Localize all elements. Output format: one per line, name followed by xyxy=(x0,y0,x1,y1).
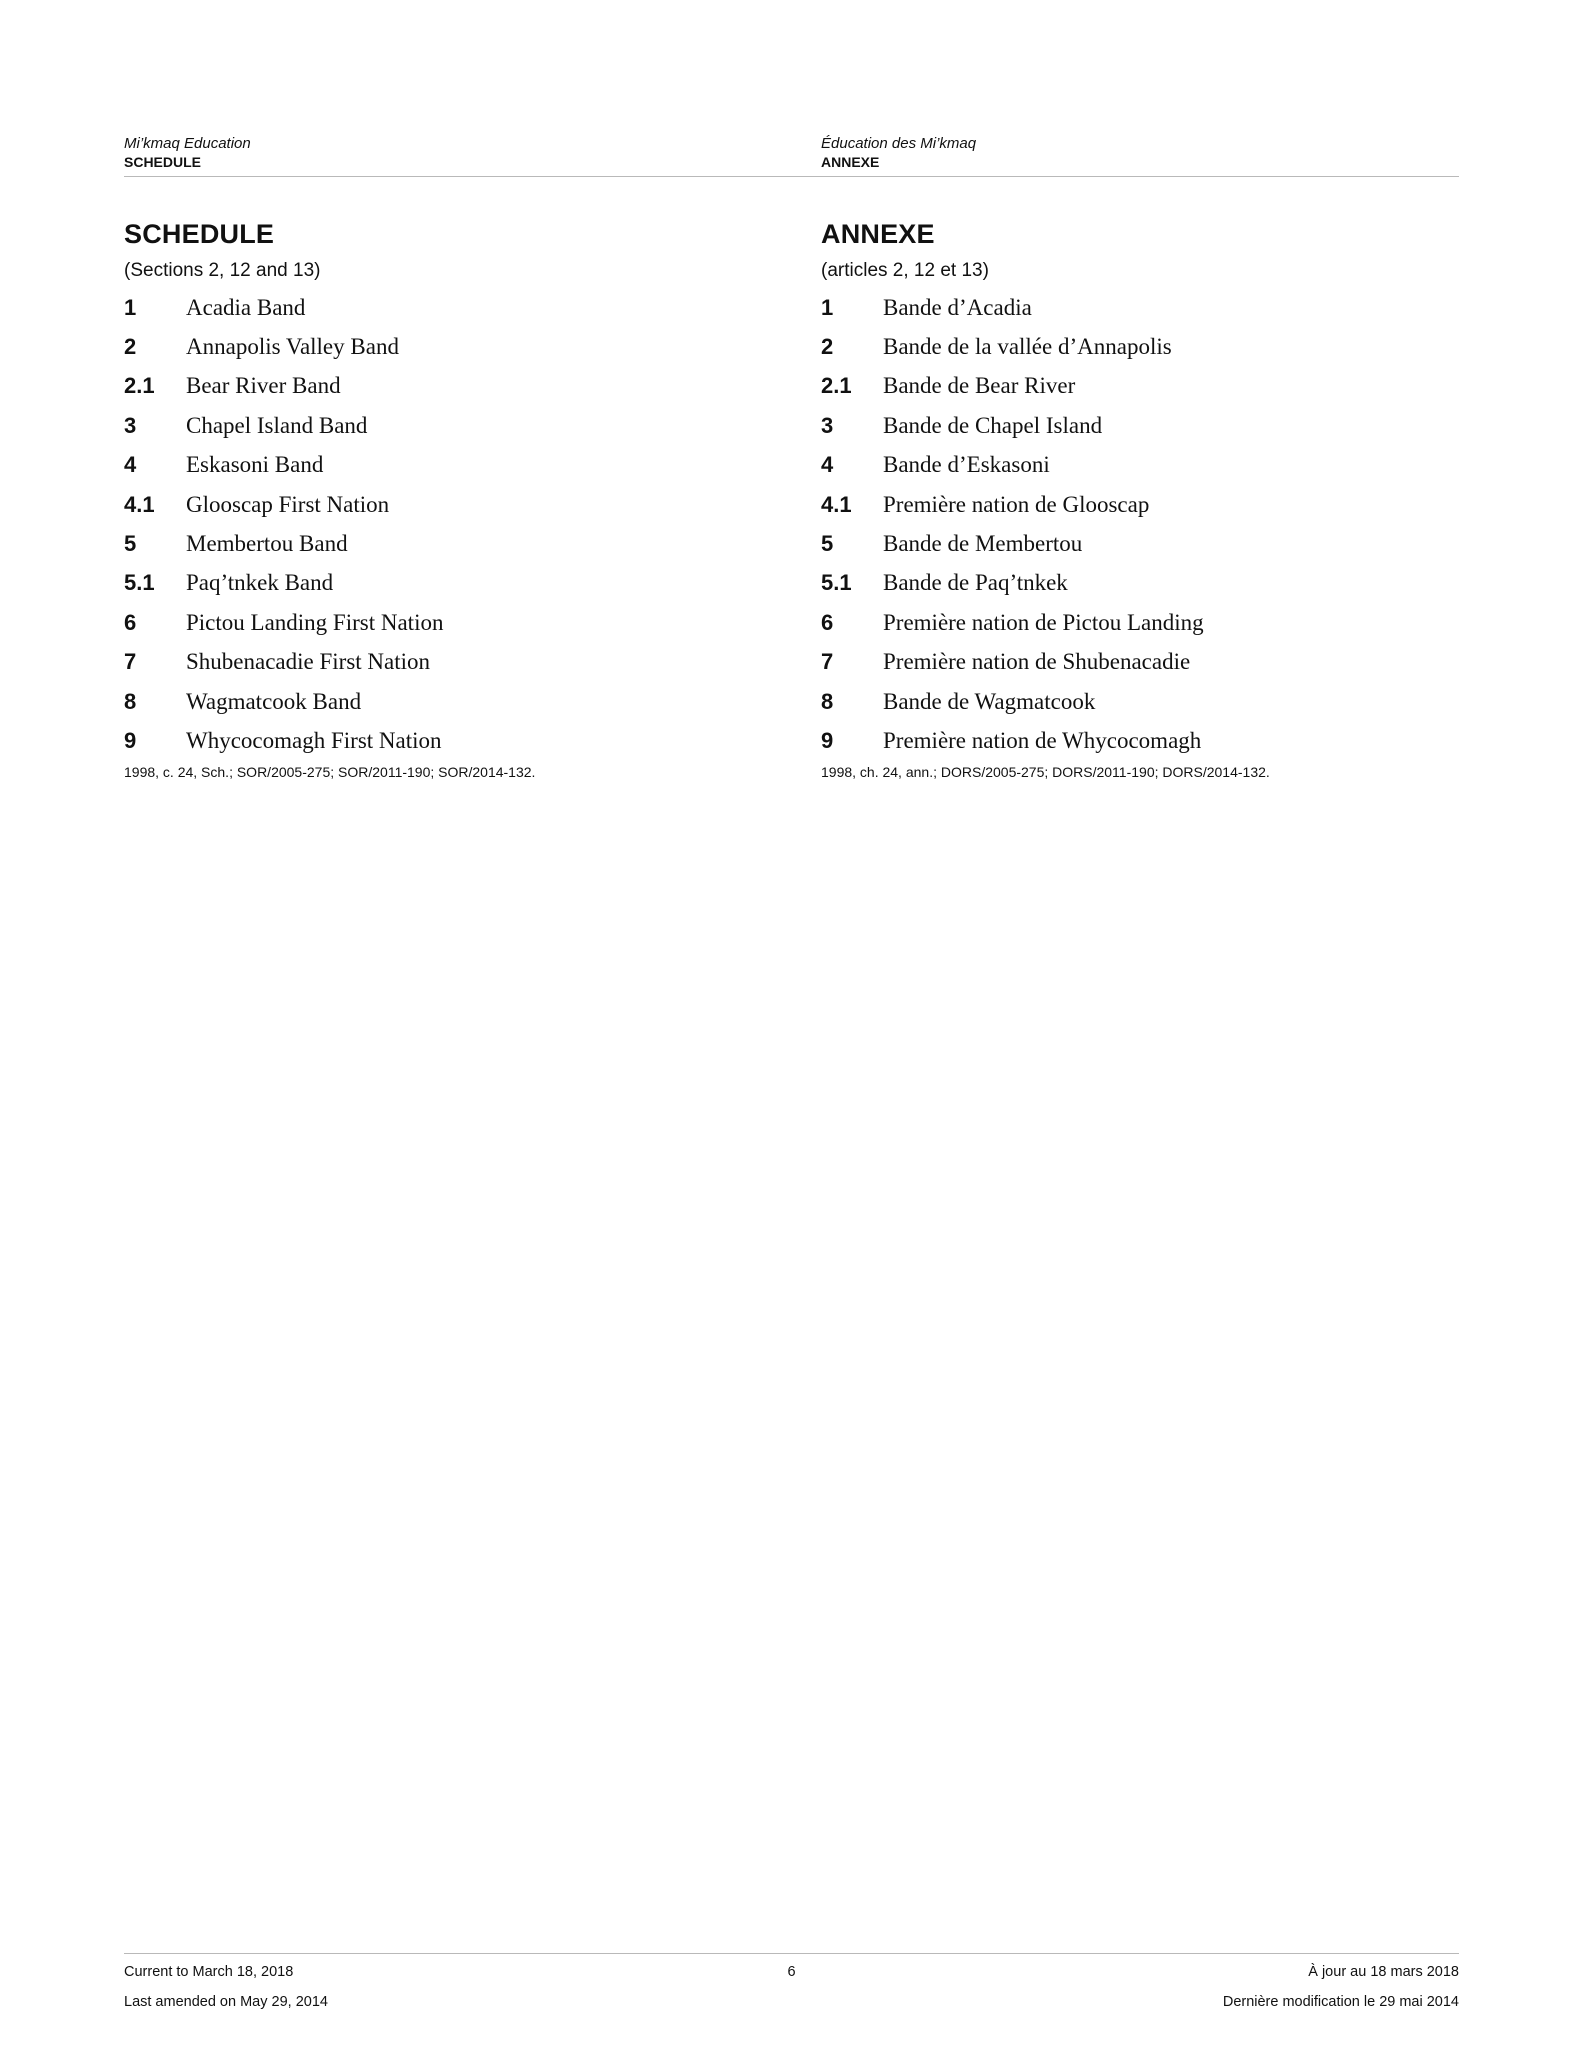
item-name: Membertou Band xyxy=(186,531,348,557)
schedule-item xyxy=(124,721,744,760)
item-name: Whycocomagh First Nation xyxy=(186,727,442,753)
schedule-item xyxy=(821,603,1441,642)
item-name: Bande de la vallée d’Annapolis xyxy=(883,334,1172,360)
item-name: Première nation de Shubenacadie xyxy=(883,649,1191,675)
schedule-items-english xyxy=(124,288,744,761)
amendment-history-english: 1998, c. 24, Sch.; SOR/2005-275; SOR/2011-190; SOR/2014-132. xyxy=(124,763,536,780)
schedule-item xyxy=(124,288,744,327)
schedule-french-column xyxy=(821,216,1441,781)
schedule-item xyxy=(124,485,744,524)
schedule-item xyxy=(124,603,744,642)
item-name: Eskasoni Band xyxy=(186,452,324,478)
part-title-french: ANNEXE xyxy=(821,154,880,170)
item-name: Bande de Paq’tnkek xyxy=(883,570,1068,596)
item-number: 7 xyxy=(821,649,834,675)
act-title-english: Mi’kmaq Education xyxy=(124,135,251,152)
item-name: Première nation de Whycocomagh xyxy=(883,727,1202,753)
schedule-item xyxy=(821,288,1441,327)
last-amended-french: Dernière modification le 29 mai 2014 xyxy=(1222,1994,1459,2010)
part-title-english: SCHEDULE xyxy=(124,154,202,170)
item-number: 1 xyxy=(821,294,834,320)
item-number: 3 xyxy=(124,412,137,438)
item-number: 4.1 xyxy=(821,491,852,517)
item-name: Bear River Band xyxy=(186,373,341,399)
item-number: 6 xyxy=(124,609,137,635)
running-header-french xyxy=(821,134,976,171)
item-number: 9 xyxy=(124,727,137,753)
item-number: 2 xyxy=(821,334,834,360)
item-name: Bande de Membertou xyxy=(883,531,1083,557)
schedule-item xyxy=(821,721,1441,760)
last-amended-english: Last amended on May 29, 2014 xyxy=(124,1994,328,2010)
item-number: 1 xyxy=(124,294,137,320)
schedule-items-french xyxy=(821,288,1441,761)
item-name: Pictou Landing First Nation xyxy=(186,609,444,635)
schedule-title-english: SCHEDULE xyxy=(124,219,275,249)
schedule-item xyxy=(124,643,744,682)
item-name: Annapolis Valley Band xyxy=(186,334,399,360)
item-number: 2.1 xyxy=(821,373,852,399)
item-number: 6 xyxy=(821,609,834,635)
page-number: 6 xyxy=(787,1964,796,1980)
item-number: 3 xyxy=(821,412,834,438)
schedule-item xyxy=(124,682,744,721)
schedule-item xyxy=(821,524,1441,563)
item-name: Bande de Wagmatcook xyxy=(883,688,1096,714)
item-number: 5 xyxy=(821,531,834,557)
item-name: Bande d’Eskasoni xyxy=(883,452,1050,478)
item-name: Première nation de Glooscap xyxy=(883,491,1150,517)
page-footer xyxy=(124,1953,1459,2024)
current-to-english: Current to March 18, 2018 xyxy=(124,1964,294,1980)
schedule-item xyxy=(821,564,1441,603)
schedule-english-column xyxy=(124,216,744,781)
schedule-item xyxy=(821,485,1441,524)
schedule-reference-french: (articles 2, 12 et 13) xyxy=(821,260,989,281)
item-name: Bande de Chapel Island xyxy=(883,412,1103,438)
item-number: 5.1 xyxy=(821,570,852,596)
item-number: 9 xyxy=(821,727,834,753)
running-header xyxy=(124,134,1459,177)
schedule-item xyxy=(821,367,1441,406)
item-number: 2.1 xyxy=(124,373,155,399)
schedule-item xyxy=(821,682,1441,721)
item-name: Shubenacadie First Nation xyxy=(186,649,431,675)
schedule-item xyxy=(124,446,744,485)
item-name: Première nation de Pictou Landing xyxy=(883,609,1204,635)
schedule-title-french: ANNEXE xyxy=(821,219,935,249)
schedule-item xyxy=(124,367,744,406)
schedule-item xyxy=(821,446,1441,485)
item-name: Glooscap First Nation xyxy=(186,491,390,517)
item-number: 4 xyxy=(821,452,834,478)
item-number: 4.1 xyxy=(124,491,155,517)
schedule-item xyxy=(821,327,1441,366)
item-name: Paq’tnkek Band xyxy=(186,570,334,596)
amendment-history-french: 1998, ch. 24, ann.; DORS/2005-275; DORS/2011-190; DORS/2014-132. xyxy=(821,763,1270,780)
item-number: 5 xyxy=(124,531,137,557)
item-number: 7 xyxy=(124,649,137,675)
schedule-item xyxy=(124,564,744,603)
item-name: Bande d’Acadia xyxy=(883,294,1032,320)
schedule-item xyxy=(821,406,1441,445)
item-number: 8 xyxy=(821,688,834,714)
item-name: Acadia Band xyxy=(186,294,306,320)
item-number: 5.1 xyxy=(124,570,155,596)
schedule-item xyxy=(821,643,1441,682)
item-name: Wagmatcook Band xyxy=(186,688,362,714)
item-number: 4 xyxy=(124,452,137,478)
current-to-french: À jour au 18 mars 2018 xyxy=(1308,1964,1459,1980)
item-name: Bande de Bear River xyxy=(883,373,1076,399)
running-header-english xyxy=(124,134,251,171)
schedule-item xyxy=(124,327,744,366)
schedule-item xyxy=(124,524,744,563)
item-number: 8 xyxy=(124,688,137,714)
item-name: Chapel Island Band xyxy=(186,412,368,438)
act-title-french: Éducation des Mi’kmaq xyxy=(821,135,977,152)
schedule-reference-english: (Sections 2, 12 and 13) xyxy=(124,260,321,281)
schedule-item xyxy=(124,406,744,445)
item-number: 2 xyxy=(124,334,137,360)
